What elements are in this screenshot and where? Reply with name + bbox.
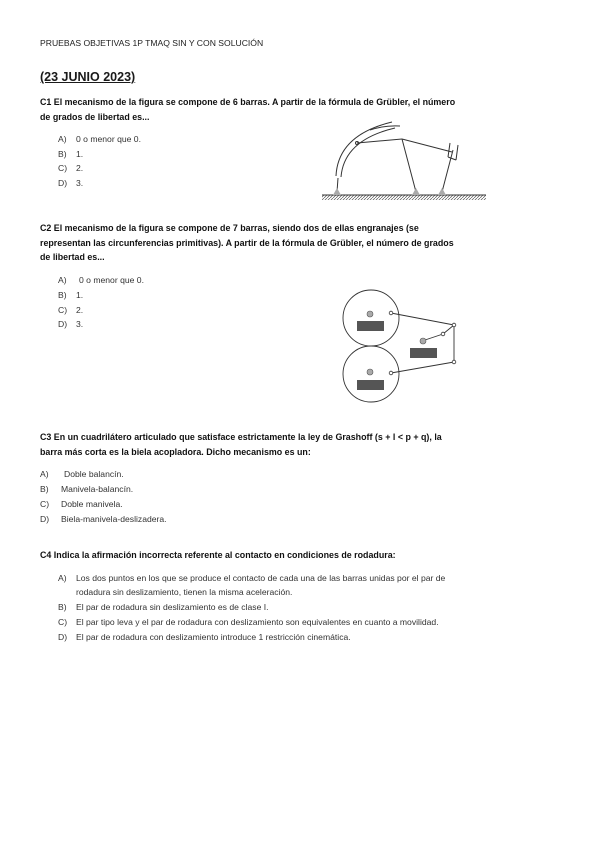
option-letter: C) (58, 617, 68, 627)
option-letter: C) (40, 499, 50, 509)
option-letter: C) (58, 163, 68, 173)
question-2-text: de libertad es... (40, 252, 105, 262)
option-text: El par de rodadura con deslizamiento introduce 1 restricción cinemática. (76, 632, 351, 642)
option-letter: D) (40, 514, 50, 524)
option-text: Doble manivela. (61, 499, 123, 509)
question-4-text: C4 Indica la afirmación incorrecta referente al contacto en condiciones de rodadura: (40, 550, 396, 560)
option-letter: B) (58, 290, 67, 300)
option-text: 2. (76, 305, 84, 315)
option-text: El par de rodadura sin deslizamiento es de clase I. (76, 602, 269, 612)
option-text: 0 o menor que 0. (76, 134, 141, 144)
option-letter: A) (58, 134, 67, 144)
option-text: Manivela-balancín. (61, 484, 134, 494)
option-text: 2. (76, 163, 84, 173)
page-header: PRUEBAS OBJETIVAS 1P TMAQ SIN Y CON SOLUCIÓN (40, 38, 264, 48)
exam-date-title: (23 JUNIO 2023) (40, 70, 136, 84)
option-text: Doble balancín. (64, 469, 124, 479)
option-letter: D) (58, 178, 68, 188)
question-2-text: C2 El mecanismo de la figura se compone de 7 barras, siendo dos de ellas engranajes (se (40, 223, 419, 233)
option-text: 0 o menor que 0. (79, 275, 144, 285)
option-letter: B) (58, 602, 67, 612)
option-text: 3. (76, 319, 84, 329)
option-letter: A) (40, 469, 49, 479)
option-letter: B) (58, 149, 67, 159)
option-letter: A) (58, 275, 67, 285)
option-text: 3. (76, 178, 84, 188)
question-1-text: de grados de libertad es... (40, 112, 150, 122)
question-2-text: representan las circunferencias primitivas). A partir de la fórmula de Grübler, el número de grados (40, 238, 454, 248)
question-3-text: C3 En un cuadrilátero articulado que satisface estrictamente la ley de Grashoff (s + l < p + q), la (40, 432, 442, 442)
question-3-text: barra más corta es la biela acopladora. Dicho mecanismo es un: (40, 447, 311, 457)
option-letter: D) (58, 632, 68, 642)
option-text: Los dos puntos en los que se produce el contacto de cada una de las barras unidas por el par de (76, 573, 446, 583)
option-text: 1. (76, 290, 84, 300)
question-1-text: C1 El mecanismo de la figura se compone de 6 barras. A partir de la fórmula de Grübler, el número (40, 97, 456, 107)
option-letter: D) (58, 319, 68, 329)
option-text: Biela-manivela-deslizadera. (61, 514, 167, 524)
option-letter: B) (40, 484, 49, 494)
option-text: El par tipo leva y el par de rodadura con deslizamiento son equivalentes en cuanto a movilidad. (76, 617, 439, 627)
option-text: 1. (76, 149, 84, 159)
option-text: rodadura sin deslizamiento, tienen la misma aceleración. (76, 587, 293, 597)
option-letter: A) (58, 573, 67, 583)
option-letter: C) (58, 305, 68, 315)
